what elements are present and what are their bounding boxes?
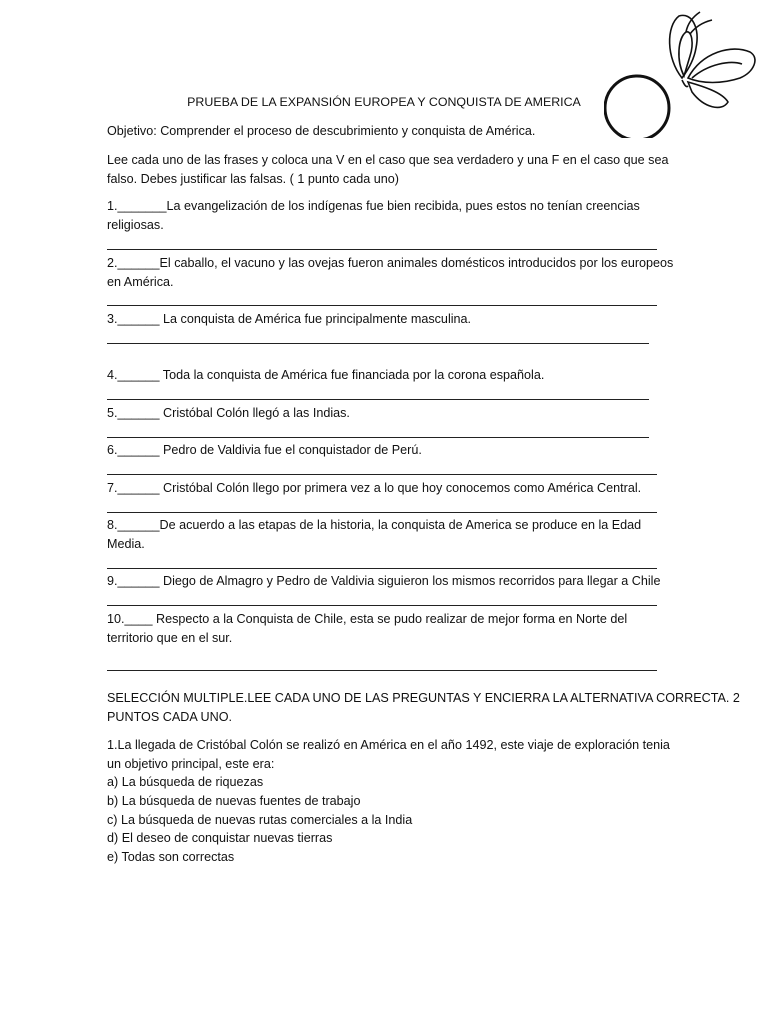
statement-4: 4.______ Toda la conquista de América fue financiada por la corona española. — [107, 368, 545, 382]
statement-1: 1._______La evangelización de los indígenas fue bien recibida, pues estos no tenían creencias — [107, 199, 640, 213]
statement-10: 10.____ Respecto a la Conquista de Chile, esta se pudo realizar de mejor forma en Norte del — [107, 612, 628, 626]
answer-line-5[interactable] — [107, 437, 649, 438]
question-1: 1.La llegada de Cristóbal Colón se realizó en América en el año 1492, este viaje de exploración tenia — [107, 738, 670, 752]
statement-8: 8.______De acuerdo a las etapas de la historia, la conquista de America se produce en la Edad — [107, 518, 642, 532]
statement-3: 3.______ La conquista de América fue principalmente masculina. — [107, 312, 472, 326]
instructions-line-1: Lee cada uno de las frases y coloca una V en el caso que sea verdadero y una F en el caso que sea — [107, 153, 669, 167]
answer-line-6[interactable] — [107, 474, 657, 475]
answer-line-4[interactable] — [107, 399, 649, 400]
butterfly-icon — [604, 8, 764, 138]
multiple-choice-header-1: SELECCIÓN MULTIPLE.LEE CADA UNO DE LAS PREGUNTAS Y ENCIERRA LA ALTERNATIVA CORRECTA. 2 — [107, 691, 740, 705]
statement-2: 2.______El caballo, el vacuno y las ovejas fueron animales domésticos introducidos por los europeos — [107, 256, 674, 270]
statement-6: 6.______ Pedro de Valdivia fue el conquistador de Perú. — [107, 443, 422, 457]
statement-1-cont: religiosas. — [107, 218, 164, 232]
answer-line-8[interactable] — [107, 568, 657, 569]
statement-5: 5.______ Cristóbal Colón llegó a las Indias. — [107, 406, 350, 420]
answer-line-3[interactable] — [107, 343, 649, 344]
answer-line-2[interactable] — [107, 305, 657, 306]
question-1-cont: un objetivo principal, este era: — [107, 757, 275, 771]
statement-10-cont: territorio que en el sur. — [107, 631, 233, 645]
page-title: PRUEBA DE LA EXPANSIÓN EUROPEA Y CONQUISTA DE AMERICA — [187, 95, 581, 109]
multiple-choice-header-2: PUNTOS CADA UNO. — [107, 710, 233, 724]
option-b[interactable]: b) La búsqueda de nuevas fuentes de trabajo — [107, 794, 361, 808]
option-a[interactable]: a) La búsqueda de riquezas — [107, 775, 264, 789]
option-c[interactable]: c) La búsqueda de nuevas rutas comerciales a la India — [107, 813, 413, 827]
statement-2-cont: en América. — [107, 275, 174, 289]
statement-7: 7.______ Cristóbal Colón llego por primera vez a lo que hoy conocemos como América Central. — [107, 481, 642, 495]
answer-line-7[interactable] — [107, 512, 657, 513]
answer-line-1[interactable] — [107, 249, 657, 250]
answer-line-9[interactable] — [107, 605, 657, 606]
objective-text: Objetivo: Comprender el proceso de descubrimiento y conquista de América. — [107, 124, 536, 138]
answer-line-10[interactable] — [107, 670, 657, 671]
option-d[interactable]: d) El deseo de conquistar nuevas tierras — [107, 831, 333, 845]
statement-9: 9.______ Diego de Almagro y Pedro de Valdivia siguieron los mismos recorridos para llegar a Chile — [107, 574, 661, 588]
statement-8-cont: Media. — [107, 537, 145, 551]
instructions-line-2: falso. Debes justificar las falsas. ( 1 punto cada uno) — [107, 172, 399, 186]
option-e[interactable]: e) Todas son correctas — [107, 850, 235, 864]
